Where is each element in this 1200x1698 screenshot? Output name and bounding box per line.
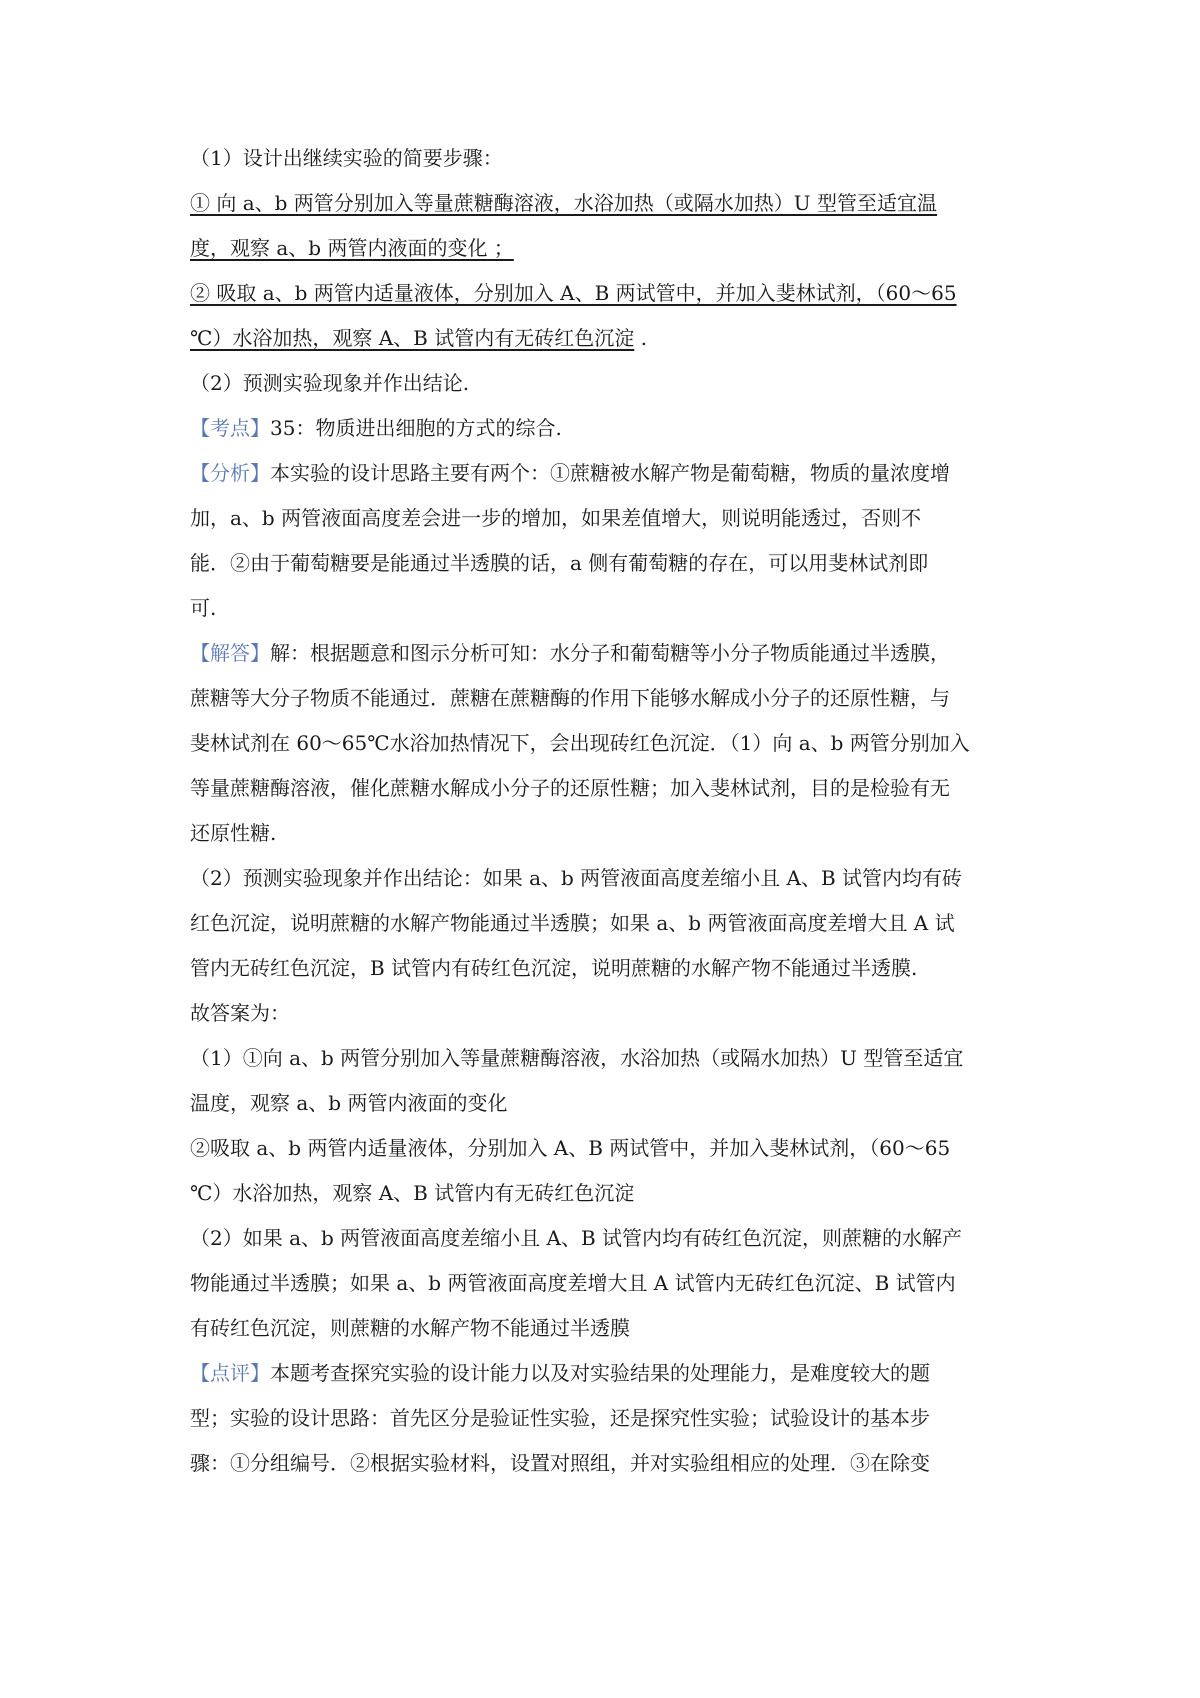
answer-line: （1）①向 a、b 两管分别加入等量蔗糖酶溶液，水浴加热（或隔水加热）U 型管至适宜	[190, 1046, 964, 1070]
fenxi-line: 【分析】本实验的设计思路主要有两个：①蔗糖被水解产物是葡萄糖，物质的量浓度增	[190, 461, 950, 485]
document-body	[190, 136, 970, 1486]
answer-blank: ① 向 a、b 两管分别加入等量蔗糖酶溶液，水浴加热（或隔水加热）U 型管至适宜温	[190, 191, 938, 215]
kaodian-line: 【考点】35：物质进出细胞的方式的综合.	[190, 416, 562, 440]
jieda-p2-line: （2）预测实验现象并作出结论：如果 a、b 两管液面高度差缩小且 A、B 试管内均有砖	[190, 866, 963, 890]
answer-blank: ℃）水浴加热，观察 A、B 试管内有无砖红色沉淀	[190, 326, 635, 350]
q1-step1-line2: 度，观察 a、b 两管内液面的变化 ；	[190, 236, 514, 260]
fenxi-line: 加，a、b 两管液面高度差会进一步的增加，如果差值增大，则说明能透过，否则不	[190, 506, 922, 530]
dianping-line: 【点评】本题考查探究实验的设计能力以及对实验结果的处理能力，是难度较大的题	[190, 1361, 930, 1385]
jieda-line: 等量蔗糖酶溶液，催化蔗糖水解成小分子的还原性糖；加入斐林试剂，目的是检验有无	[190, 776, 950, 800]
answer-line: 有砖红色沉淀，则蔗糖的水解产物不能通过半透膜	[190, 1316, 630, 1340]
jieda-line: 蔗糖等大分子物质不能通过．蔗糖在蔗糖酶的作用下能够水解成小分子的还原性糖，与	[190, 686, 950, 710]
jieda-line: 【解答】解：根据题意和图示分析可知：水分子和葡萄糖等小分子物质能通过半透膜，	[190, 641, 950, 665]
kaodian-tag: 【考点】	[190, 416, 270, 440]
jieda-p2-line: 红色沉淀，说明蔗糖的水解产物能通过半透膜；如果 a、b 两管液面高度差增大且 A 试	[190, 911, 955, 935]
q1-step2-line1	[190, 271, 957, 316]
jieda-p2-line: 管内无砖红色沉淀，B 试管内有砖红色沉淀，说明蔗糖的水解产物不能通过半透膜.	[190, 956, 918, 980]
answer-line: 温度，观察 a、b 两管内液面的变化	[190, 1091, 508, 1115]
dianping-tag: 【点评】	[190, 1361, 270, 1385]
answer-title: 故答案为：	[190, 1001, 290, 1025]
answer-line: ②吸取 a、b 两管内适量液体，分别加入 A、B 两试管中，并加入斐林试剂，（60～65	[190, 1136, 951, 1160]
answer-blank: ② 吸取 a、b 两管内适量液体，分别加入 A、B 两试管中，并加入斐林试剂，（60～65	[190, 281, 957, 305]
answer-line: （2）如果 a、b 两管液面高度差缩小且 A、B 试管内均有砖红色沉淀，则蔗糖的水解产	[190, 1226, 963, 1250]
answer-line: 物能通过半透膜；如果 a、b 两管液面高度差增大且 A 试管内无砖红色沉淀、B 试管内	[190, 1271, 956, 1295]
jieda-tag: 【解答】	[190, 641, 270, 665]
q1-step1-line1	[190, 181, 950, 226]
jieda-line: 斐林试剂在 60～65℃水浴加热情况下，会出现砖红色沉淀．（1）向 a、b 两管分别加入	[190, 731, 970, 755]
fenxi-tag: 【分析】	[190, 461, 270, 485]
answer-blank: 度，观察 a、b 两管内液面的变化	[190, 236, 488, 260]
q1-step2-line2: ℃）水浴加热，观察 A、B 试管内有无砖红色沉淀 .	[190, 326, 647, 350]
dianping-line: 骤：①分组编号．②根据实验材料，设置对照组，并对实验组相应的处理．③在除变	[190, 1451, 930, 1475]
q1-title: （1）设计出继续实验的简要步骤：	[190, 146, 503, 170]
dianping-line: 型；实验的设计思路：首先区分是验证性实验，还是探究性实验；试验设计的基本步	[190, 1406, 930, 1430]
fenxi-line: 可.	[190, 596, 217, 620]
q2-title: （2）预测实验现象并作出结论.	[190, 371, 470, 395]
jieda-line: 还原性糖.	[190, 821, 277, 845]
fenxi-line: 能．②由于葡萄糖要是能通过半透膜的话，a 侧有葡萄糖的存在，可以用斐林试剂即	[190, 551, 929, 575]
answer-line: ℃）水浴加热，观察 A、B 试管内有无砖红色沉淀	[190, 1181, 635, 1205]
